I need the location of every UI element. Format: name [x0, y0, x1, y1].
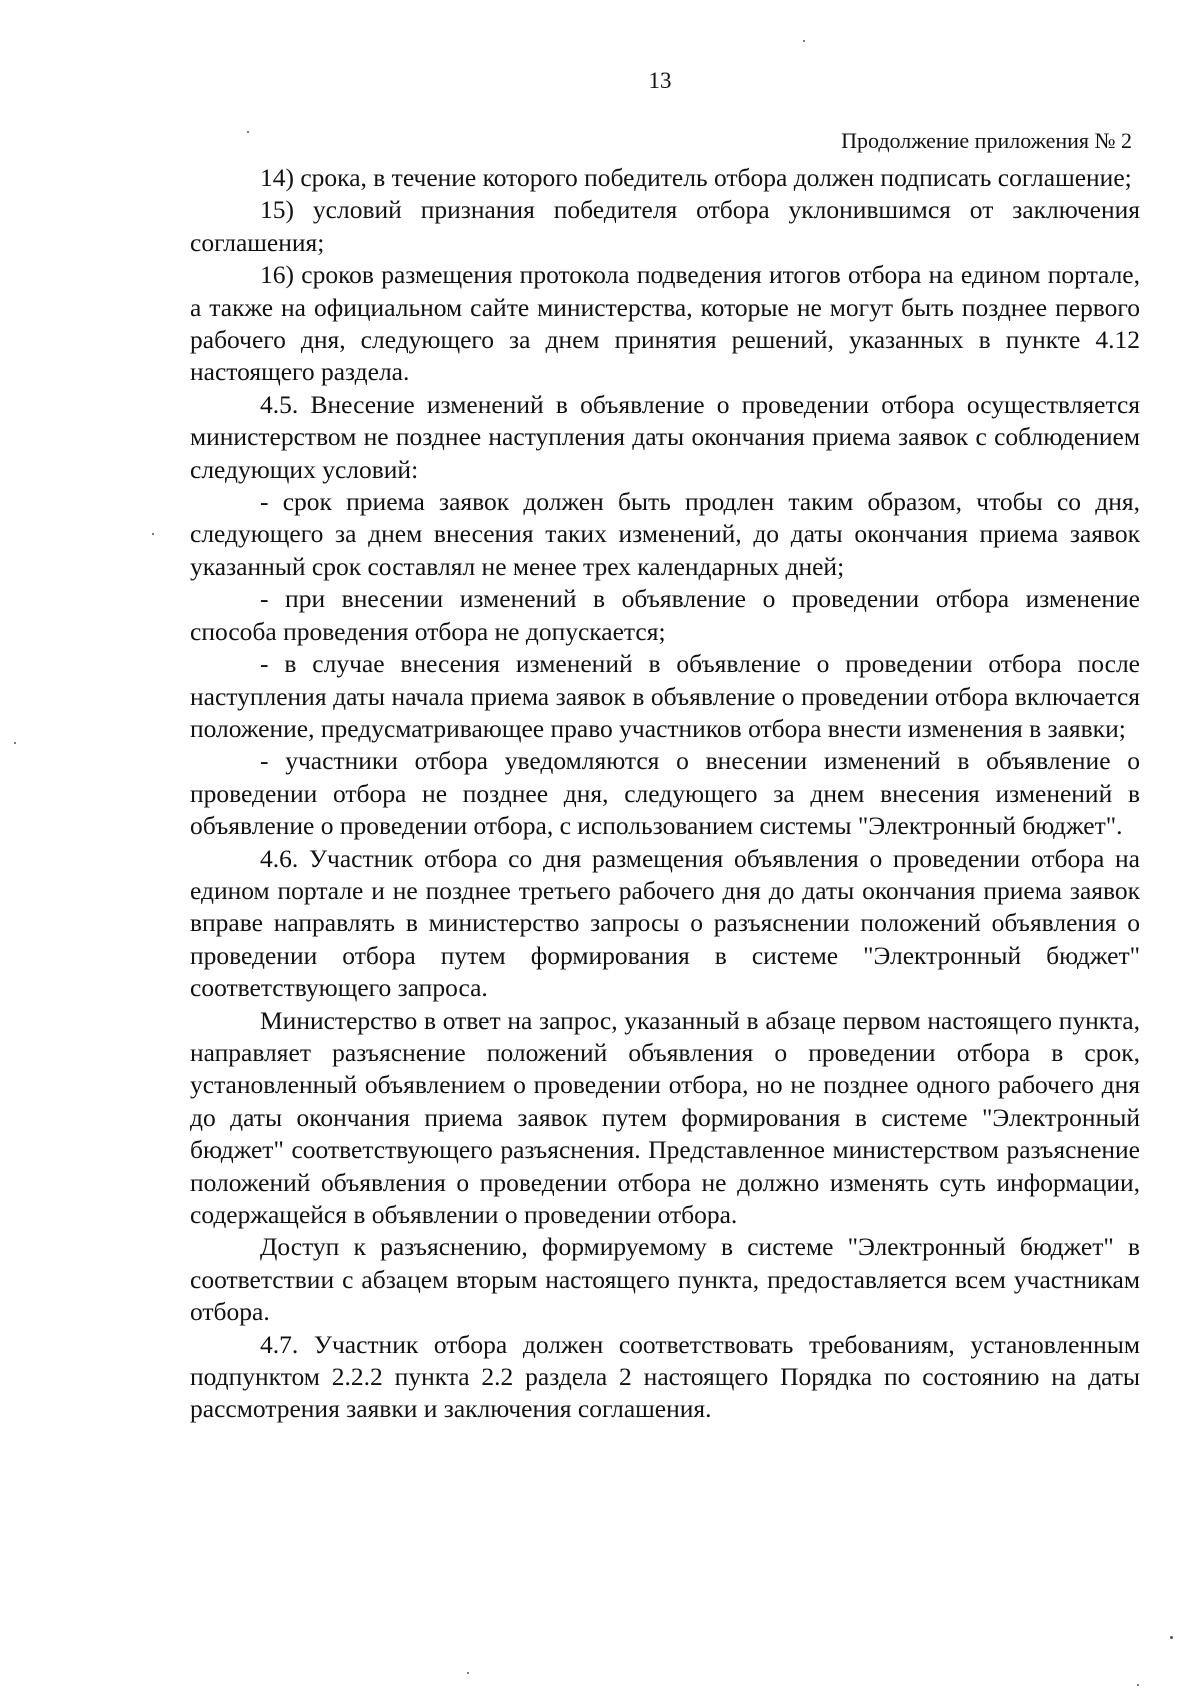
- scan-speck: [467, 1672, 469, 1674]
- scan-speck: [803, 40, 805, 42]
- appendix-continuation-note: Продолжение приложения № 2: [841, 128, 1132, 153]
- paragraph-condition-4: - участники отбора уведомляются о внесении изменений в объявление о проведении отбора не позднее дня, следующего за днем внесения изменений в объявление о проведении отбора, с использованием системы "Электронный бюджет".: [190, 746, 1140, 841]
- scan-speck: [14, 742, 16, 744]
- paragraph-condition-1: - срок приема заявок должен быть продлен таким образом, чтобы со дня, следующего за днем внесения таких изменений, до даты окончания приема заявок указанный срок составлял не менее трех календарных дней;: [190, 487, 1140, 581]
- paragraph-item-14: 14) срока, в течение которого победитель отбора должен подписать соглашение;: [260, 163, 1132, 192]
- paragraph-ministry-response: Министерство в ответ на запрос, указанный в абзаце первом настоящего пункта, направляет разъяснение положений объявления о проведении отбора в срок, установленный объявлением о проведении отбора, но не позднее одного рабочего дня до даты окончания приема заявок путем формирования в системе "Электронный бюджет" соответствующего разъяснения. Представленное министерством разъяснение положений объявления о проведении отбора не должно изменять суть информации, содержащейся в объявлении о проведении отбора.: [190, 1005, 1140, 1229]
- paragraph-4-5: 4.5. Внесение изменений в объявление о проведении отбора осуществляется министерством не позднее наступления даты окончания приема заявок с соблюдением следующих условий:: [190, 389, 1140, 484]
- paragraph-item-16: 16) сроков размещения протокола подведения итогов отбора на едином портале, а также на официальном сайте министерства, которые не могут быть позднее первого рабочего дня, следующего за днем принятия решений, указанных в пункте 4.12 настоящего раздела.: [190, 260, 1140, 387]
- document-body: [190, 162, 1140, 1426]
- page-number: 13: [648, 68, 672, 93]
- scan-speck: [152, 533, 154, 535]
- paragraph-4-6: 4.6. Участник отбора со дня размещения объявления о проведении отбора на едином портале и не позднее третьего рабочего дня до даты окончания приема заявок вправе направлять в министерство запросы о разъяснении положений объявления о проведении отбора путем формирования в системе "Электронный бюджет" соответствующего запроса.: [190, 843, 1140, 1003]
- scan-speck: [1137, 1684, 1139, 1686]
- paragraph-item-15: 15) условий признания победителя отбора уклонившимся от заключения соглашения;: [190, 195, 1140, 257]
- paragraph-condition-3: - в случае внесения изменений в объявление о проведении отбора после наступления даты начала приема заявок в объявление о проведении отбора включается положение, предусматривающее право участников отбора внести изменения в заявки;: [190, 649, 1140, 743]
- scan-speck: [1170, 1636, 1173, 1639]
- paragraph-access-to-clarification: Доступ к разъяснению, формируемому в системе "Электронный бюджет" в соответствии с абзацем вторым настоящего пункта, предоставляется всем участникам отбора.: [190, 1232, 1140, 1327]
- paragraph-condition-2: - при внесении изменений в объявление о проведении отбора изменение способа проведения отбора не допускается;: [190, 584, 1140, 646]
- scan-speck: [247, 131, 249, 133]
- paragraph-4-7: 4.7. Участник отбора должен соответствовать требованиям, установленным подпунктом 2.2.2 пункта 2.2 раздела 2 настоящего Порядка по состоянию на даты рассмотрения заявки и заключения соглашения.: [190, 1329, 1140, 1424]
